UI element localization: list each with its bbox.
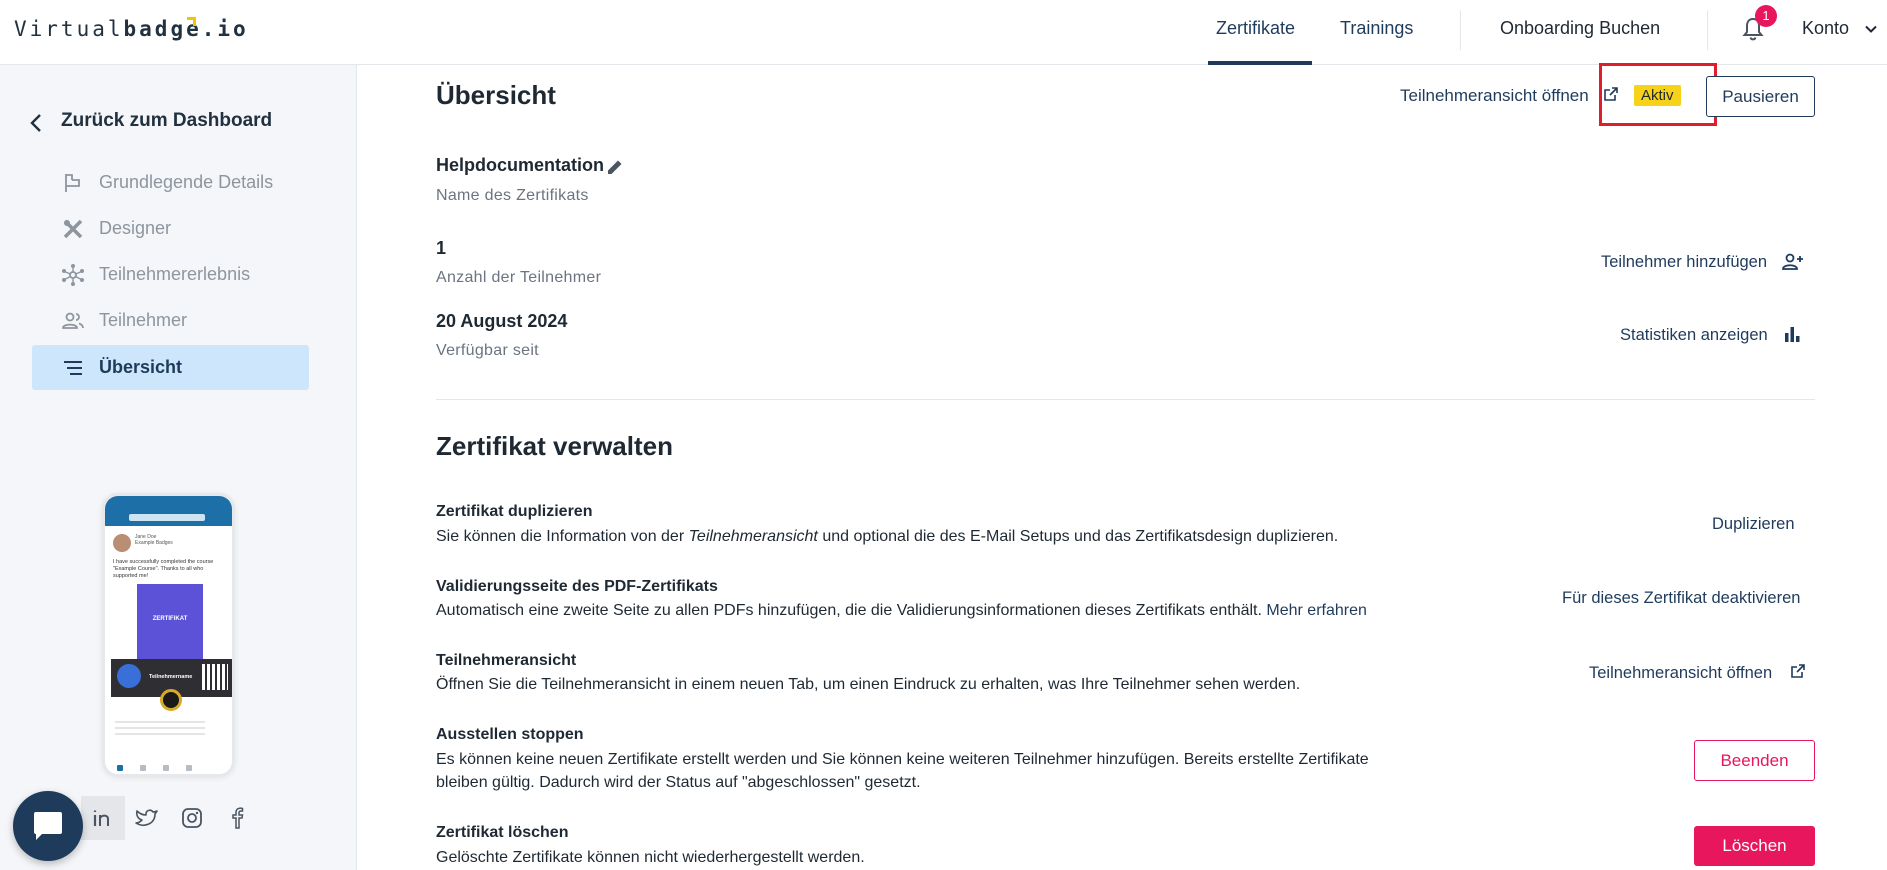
- preview-post-text: I have successfully completed the course "Example Course". Thanks to all who supported me!: [113, 559, 214, 579]
- nav-divider: [1707, 10, 1708, 50]
- preview-certificate-label: ZERTIFIKAT: [152, 616, 188, 622]
- preview-user-sub: Example Badges: [135, 540, 173, 546]
- sidebar-item-basic-details[interactable]: [32, 160, 309, 205]
- validation-page-title: Validierungsseite des PDF-Zertifikats: [436, 578, 718, 595]
- preview-participant-name: Teilnehmername: [149, 674, 193, 680]
- participant-count: 1: [436, 238, 447, 258]
- preview-certificate: [137, 584, 203, 659]
- network-icon: [61, 263, 85, 287]
- people-icon: [61, 309, 85, 333]
- participant-view-description: Öffnen Sie die Teilnehmeransicht in einem neuen Tab, um einen Eindruck zu erhalten, was Ihre Teilnehmer sehen werden.: [436, 676, 1301, 693]
- logo-text-light: Virtual: [14, 17, 124, 41]
- avatar: [113, 534, 131, 552]
- delete-button[interactable]: Löschen: [1694, 826, 1815, 866]
- logo[interactable]: [14, 17, 249, 41]
- chevron-down-icon[interactable]: [1864, 22, 1878, 36]
- add-participants-link[interactable]: Teilnehmer hinzufügen: [1601, 253, 1768, 271]
- preview-user-name: Jane Doe: [135, 534, 157, 540]
- stop-issuing-description-line1: Es können keine neuen Zertifikate erstellt werden und Sie können keine weiteren Teilnehmer hinzufügen. Bereits erstellte Zertifikate: [436, 751, 1369, 768]
- badge-medal-icon: [160, 689, 182, 711]
- certificate-name: Helpdocumentation: [436, 155, 605, 175]
- status-badge: Aktiv: [1634, 85, 1681, 106]
- instagram-icon: [180, 806, 204, 830]
- sidebar-item-participants[interactable]: [32, 298, 309, 343]
- list-icon: [61, 356, 85, 380]
- flag-icon: [61, 171, 85, 195]
- twitter-link[interactable]: [125, 796, 169, 840]
- account-menu[interactable]: Konto: [1802, 18, 1850, 38]
- nav-divider: [1460, 10, 1461, 50]
- delete-certificate-description: Gelöschte Zertifikate können nicht wiederhergestellt werden.: [436, 849, 865, 866]
- nav-tab-zertifikate[interactable]: Zertifikate: [1216, 18, 1296, 38]
- preview-user: [135, 534, 173, 546]
- manage-section-title: Zertifikat verwalten: [436, 431, 673, 461]
- active-tab-indicator: [1208, 61, 1312, 65]
- sidebar-item-label: Teilnehmer: [99, 310, 188, 330]
- nav-tab-trainings[interactable]: Trainings: [1340, 18, 1414, 38]
- open-participant-view-link[interactable]: Teilnehmeransicht öffnen: [1589, 664, 1773, 682]
- avatar: [117, 664, 141, 688]
- bar-chart-icon[interactable]: [1782, 324, 1802, 344]
- duplicate-description: [436, 525, 1338, 548]
- pause-button[interactable]: Pausieren: [1706, 76, 1815, 117]
- available-since-date: 20 August 2024: [436, 311, 568, 331]
- chat-bubble-icon: [30, 808, 66, 844]
- section-divider: [436, 399, 1815, 400]
- available-since-label: Verfügbar seit: [436, 342, 539, 359]
- validation-page-description: [436, 599, 1367, 622]
- sidebar-item-overview[interactable]: [32, 345, 309, 390]
- show-statistics-link[interactable]: Statistiken anzeigen: [1620, 326, 1768, 344]
- chevron-left-icon[interactable]: [28, 113, 46, 133]
- sidebar-item-label: Übersicht: [99, 357, 183, 377]
- facebook-link[interactable]: [215, 796, 259, 840]
- preview-footer-lines: [115, 721, 205, 723]
- linkedin-icon: [91, 806, 115, 830]
- deactivate-for-certificate-link[interactable]: Für dieses Zertifikat deaktivieren: [1562, 589, 1801, 607]
- sidebar-item-designer[interactable]: [32, 206, 309, 251]
- pencil-icon[interactable]: [605, 157, 625, 177]
- notification-count-badge: 1: [1755, 5, 1777, 27]
- duplicate-desc-emphasis: Teilnehmeransicht: [688, 528, 818, 545]
- participant-count-label: Anzahl der Teilnehmer: [436, 269, 602, 286]
- top-navigation-bar: [0, 0, 1887, 65]
- learn-more-link[interactable]: Mehr erfahren: [1266, 602, 1367, 619]
- back-to-dashboard-link[interactable]: Zurück zum Dashboard: [61, 110, 273, 131]
- design-tools-icon: [61, 217, 85, 241]
- sidebar-item-participant-experience[interactable]: [32, 252, 309, 297]
- qr-code-icon: [202, 664, 228, 690]
- open-participant-view-link[interactable]: Teilnehmeransicht öffnen: [1400, 86, 1589, 105]
- certificate-name-label: Name des Zertifikats: [436, 187, 589, 204]
- duplicate-link[interactable]: Duplizieren: [1712, 515, 1795, 533]
- sidebar: [0, 65, 357, 870]
- stop-issuing-description-line2: bleiben gültig. Dadurch wird der Status auf "abgeschlossen" gesetzt.: [436, 774, 921, 791]
- sidebar-item-label: Designer: [99, 218, 172, 238]
- facebook-icon: [225, 806, 249, 830]
- participant-view-title: Teilnehmeransicht: [436, 652, 577, 669]
- duplicate-desc-part: und optional die des E-Mail Setups und das Zertifikatsdesign duplizieren.: [817, 528, 1339, 545]
- onboarding-booking-link[interactable]: Onboarding Buchen: [1500, 18, 1661, 38]
- highlight-box: [1599, 63, 1717, 126]
- certificate-share-preview: [102, 493, 235, 777]
- end-button[interactable]: Beenden: [1694, 740, 1815, 781]
- delete-certificate-title: Zertifikat löschen: [436, 824, 569, 841]
- validation-desc-text: Automatisch eine zweite Seite zu allen PDFs hinzufügen, die die Validierungsinformationen dieses Zertifikats enthält.: [436, 602, 1262, 619]
- sidebar-item-label: Grundlegende Details: [99, 172, 274, 192]
- stop-issuing-title: Ausstellen stoppen: [436, 726, 584, 743]
- linkedin-link[interactable]: [81, 796, 125, 840]
- phone-header: [105, 496, 232, 526]
- phone-bottom-nav: [117, 758, 222, 766]
- instagram-link[interactable]: [170, 796, 214, 840]
- logo-text-bold: badge.io: [123, 17, 249, 41]
- external-link-icon[interactable]: [1790, 663, 1806, 679]
- twitter-icon: [135, 806, 159, 830]
- page-title: Übersicht: [436, 80, 556, 110]
- sidebar-item-label: Teilnehmererlebnis: [99, 264, 251, 284]
- add-person-icon[interactable]: [1781, 250, 1805, 274]
- duplicate-title: Zertifikat duplizieren: [436, 503, 593, 520]
- chat-support-button[interactable]: [13, 791, 83, 861]
- logo-corner-mark: [187, 17, 196, 26]
- duplicate-desc-part: Sie können die Information von der: [436, 528, 689, 545]
